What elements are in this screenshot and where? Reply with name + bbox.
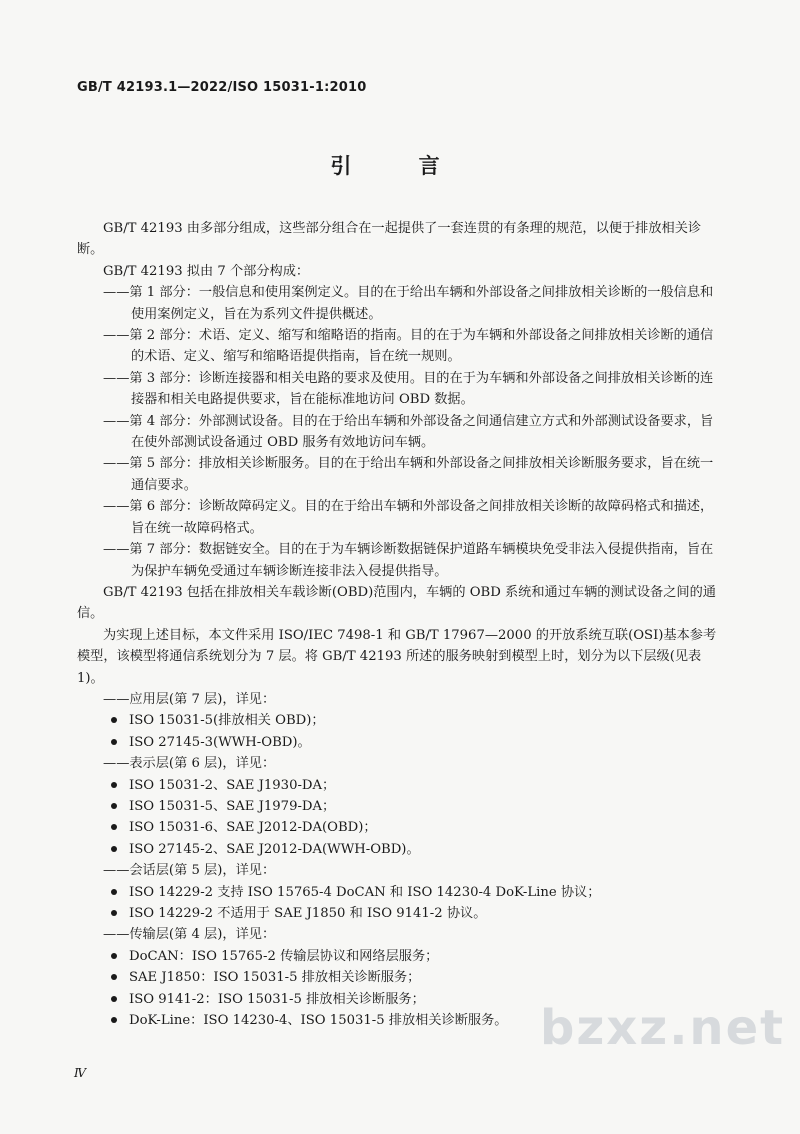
bullet-text: ISO 15031-5、SAE J1979-DA；	[129, 798, 336, 814]
part-item: ——第 3 部分：诊断连接器和相关电路的要求及使用。目的在于为车辆和外部设备之间排放相关诊断的连接器和相关电路提供要求，旨在能标准地访问 OBD 数据。	[103, 370, 714, 408]
bullet-item	[77, 946, 717, 967]
page-number: Ⅳ	[74, 1066, 86, 1080]
bullet-icon	[111, 717, 117, 723]
watermark: bzxz.net	[540, 1000, 786, 1056]
paragraph: GB/T 42193 由多部分组成，这些部分组合在一起提供了一套连贯的有条理的规范，以便于排放相关诊断。	[77, 221, 702, 258]
bullet-icon	[111, 739, 117, 745]
bullet-icon	[111, 889, 117, 895]
bullet-text: ISO 14229-2 不适用于 SAE J1850 和 ISO 9141-2 协议。	[129, 906, 487, 921]
bullet-text: ISO 14229-2 支持 ISO 15765-4 DoCAN 和 ISO 14230-4 DoK-Line 协议；	[129, 884, 601, 900]
bullet-icon	[111, 953, 117, 959]
bullet-item	[77, 796, 717, 817]
part-item: ——第 7 部分：数据链安全。目的在于为车辆诊断数据链保护道路车辆模块免受非法入侵提供指南，旨在为保护车辆免受通过车辆诊断连接非法入侵提供指导。	[103, 542, 714, 579]
bullet-icon	[111, 974, 117, 980]
document-body	[77, 218, 717, 1031]
bullet-text: ISO 15031-5(排放相关 OBD)；	[129, 713, 325, 729]
paragraph: GB/T 42193 包括在排放相关车载诊断(OBD)范围内，车辆的 OBD 系统和通过车辆的测试设备之间的通信。	[77, 584, 716, 622]
part-item: ——第 2 部分：术语、定义、缩写和缩略语的指南。目的在于为车辆和外部设备之间排放相关诊断的通信的术语、定义、缩写和缩略语提供指南，旨在统一规则。	[103, 328, 714, 365]
bullet-item	[77, 839, 717, 860]
layer-label: ——会话层(第 5 层)，详见：	[103, 863, 276, 879]
bullet-icon	[111, 803, 117, 809]
bullet-text: ISO 27145-3(WWH-OBD)。	[129, 734, 311, 750]
bullet-item	[77, 710, 717, 731]
bullet-icon	[111, 846, 117, 852]
standard-code: GB/T 42193.1—2022/ISO 15031-1:2010	[77, 80, 367, 95]
bullet-item	[77, 967, 717, 988]
bullet-text: DoCAN：ISO 15765-2 传输层协议和网络层服务；	[129, 948, 439, 964]
bullet-item	[77, 882, 717, 903]
bullet-text: ISO 15031-6、SAE J2012-DA(OBD)；	[129, 820, 377, 836]
bullet-item	[77, 903, 717, 924]
bullet-text: ISO 9141-2：ISO 15031-5 排放相关诊断服务；	[129, 991, 425, 1007]
page-title: 引 言	[330, 154, 470, 178]
bullet-icon	[111, 910, 117, 916]
bullet-text: DoK-Line：ISO 14230-4、ISO 15031-5 排放相关诊断服务。	[129, 1013, 508, 1029]
bullet-icon	[111, 1017, 117, 1023]
part-item: ——第 4 部分：外部测试设备。目的在于给出车辆和外部设备之间通信建立方式和外部测试设备要求，旨在使外部测试设备通过 OBD 服务有效地访问车辆。	[103, 413, 714, 451]
paragraph: 为实现上述目标，本文件采用 ISO/IEC 7498-1 和 GB/T 17967—2000 的开放系统互联(OSI)基本参考模型，该模型将通信系统划分为 7 层。将 GB/T 42193 所述的服务映射到模型上时，划分为以下层级(见表 1)。	[77, 627, 717, 686]
layer-label: ——传输层(第 4 层)，详见：	[103, 927, 276, 943]
bullet-text: ISO 27145-2、SAE J2012-DA(WWH-OBD)。	[129, 841, 420, 857]
part-item: ——第 5 部分：排放相关诊断服务。目的在于给出车辆和外部设备之间排放相关诊断服务要求，旨在统一通信要求。	[103, 456, 714, 493]
bullet-icon	[111, 824, 117, 830]
bullet-item	[77, 817, 717, 838]
bullet-text: SAE J1850：ISO 15031-5 排放相关诊断服务；	[129, 970, 421, 986]
bullet-icon	[111, 782, 117, 788]
bullet-item	[77, 732, 717, 753]
part-item: ——第 6 部分：诊断故障码定义。目的在于给出车辆和外部设备之间排放相关诊断的故障码格式和描述，旨在统一故障码格式。	[103, 499, 714, 536]
part-item: ——第 1 部分：一般信息和使用案例定义。目的在于给出车辆和外部设备之间排放相关诊断的一般信息和使用案例定义，旨在为系列文件提供概述。	[103, 285, 714, 322]
bullet-item	[77, 775, 717, 796]
paragraph: GB/T 42193 拟由 7 个部分构成：	[103, 263, 310, 279]
bullet-text: ISO 15031-2、SAE J1930-DA；	[129, 777, 336, 793]
bullet-icon	[111, 996, 117, 1002]
layer-label: ——表示层(第 6 层)，详见：	[103, 756, 276, 772]
layer-label: ——应用层(第 7 层)，详见：	[103, 691, 276, 707]
